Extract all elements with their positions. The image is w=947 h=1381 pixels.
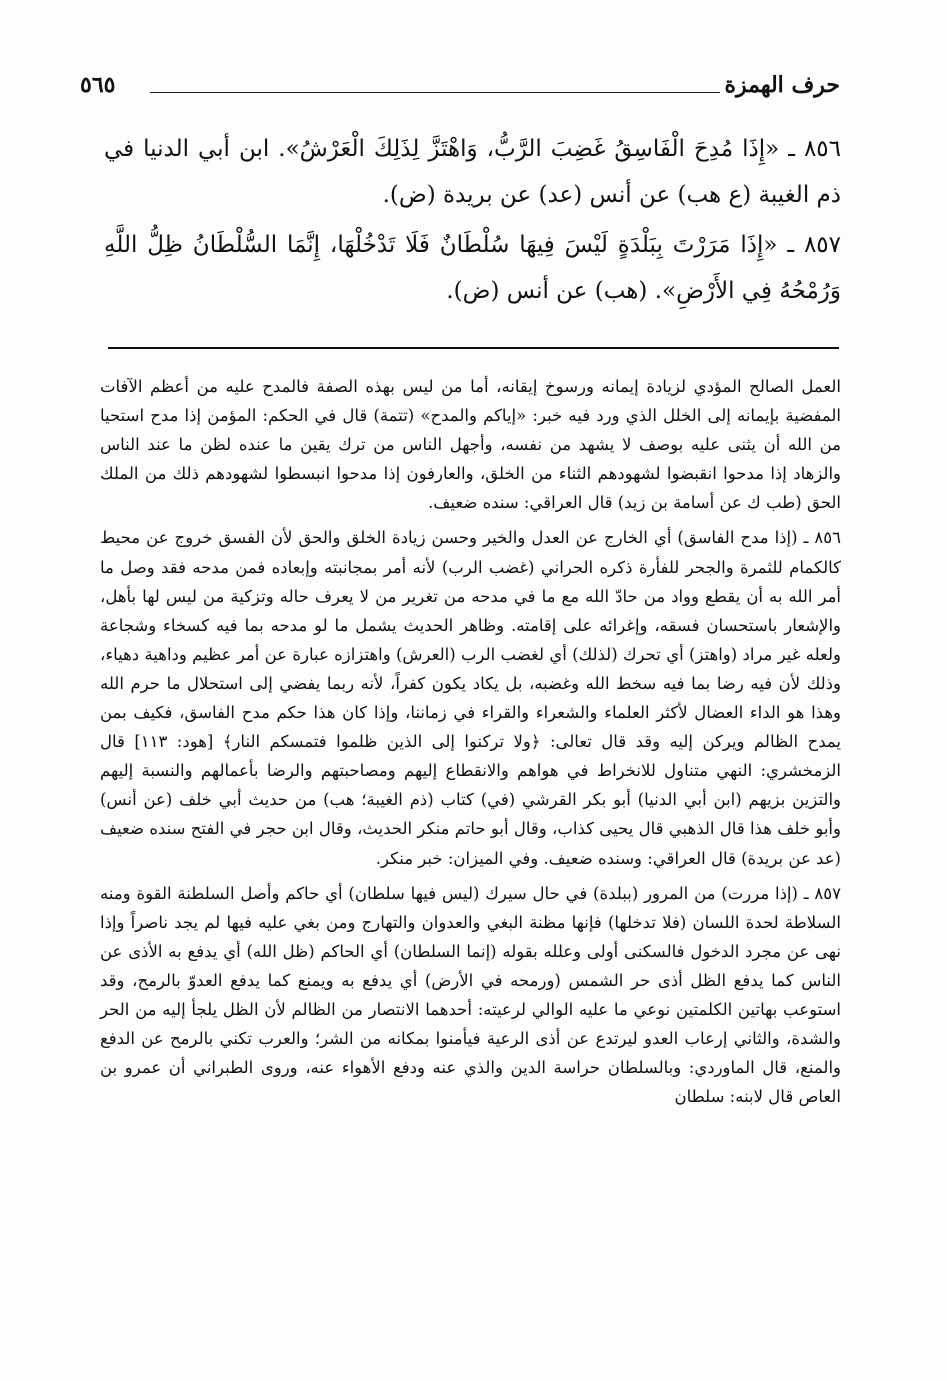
- commentary-section: [100, 372, 841, 1117]
- commentary-856: ٨٥٦ ـ (إذا مدح الفاسق) أي الخارج عن العدل والخير وحسن زيادة الخلق والحق لأن الفسق خروج عن محيط كالكمام للثمرة والجحر للفأرة ذكره الحراني (غضب الرب) لأنه أمر بمجانبته وإبعاده فمن مدحه فقد وصل ما أمر الله به أن يقطع وواد من حادّ الله مع ما في مدحه من تغرير من لا يعرف حاله وتزكية من ليس لها بأهل، والإشعار باستحسان فسقه، وإغرائه على إقامته. وظاهر الحديث يشمل ما لو مدحه بما فيه كسخاء وشجاعة ولعله غير مراد (واهتز) أي تحرك (لذلك) أي لغضب الرب (العرش) واهتزازه عبارة عن أمر عظيم وداهية دهياء، وذلك لأن فيه رضا بما فيه سخط الله وغضبه، بل يكاد يكون كفراً، لأنه ربما يفضي إلى استحلال ما حرم الله وهذا هو الداء العضال لأكثر العلماء والشعراء والقراء في زماننا، وإذا كان هذا حكم مدح الفاسق، فكيف بمن يمدح الظالم ويركن إليه وقد قال تعالى: ﴿ولا تركنوا إلى الذين ظلموا فتمسكم النار﴾ [هود: ١١٣] قال الزمخشري: النهي متناول للانخراط في هواهم والانقطاع إليهم ومصاحبتهم والرضا بأعمالهم والنسبة إليهم والتزين بزيهم (ابن أبي الدنيا) أبو بكر القرشي (في) كتاب (ذم الغيبة؛ هب) من حديث أبي خلف (عن أنس) وأبو خلف هذا قال الذهبي قال يحيى كذاب، وقال أبو حاتم منكر الحديث، وقال ابن حجر في الفتح سنده ضعيف (عد عن بريدة) قال العراقي: وسنده ضعيف. وفي الميزان: خبر منكر.: [100, 528, 841, 868]
- page-header: [80, 70, 840, 104]
- hadith-text-section: [104, 126, 841, 318]
- section-divider: [108, 347, 839, 349]
- page-number: ٥٦٥: [80, 72, 116, 98]
- hadith-857: ٨٥٧ ـ «إِذَا مَرَرْتَ بِبَلْدَةٍ لَيْسَ فِيهَا سُلْطَانٌ فَلَا تَدْخُلْهَا، إِنَّمَا السُّلْطَانُ ظِلُّ اللَّهِ وَرُمْحُهُ فِي الأَرْضِ». (هب) عن أنس (ض).: [104, 232, 841, 304]
- header-rule: [150, 92, 720, 93]
- hadith-856: ٨٥٦ ـ «إِذَا مُدِحَ الْفَاسِقُ غَضِبَ الرَّبُّ، وَاهْتَزَّ لِذَلِكَ الْعَرْشُ». ابن أبي الدنيا في ذم الغيبة (ع هب) عن أنس (عد) عن بريدة (ض).: [104, 136, 841, 208]
- commentary-continuation: العمل الصالح المؤدي لزيادة إيمانه ورسوخ إيقانه، أما من ليس بهذه الصفة فالمدح عليه من أعظم الآفات المفضية بإيمانه إلى الخلل الذي ورد فيه خبر: «إياكم والمدح» (تتمة) قال في الحكم: المؤمن إذا مدح استحيا من الله أن يثنى عليه بوصف لا يشهد من نفسه، وأجهل الناس من ترك يقين ما عنده لظن ما عند الناس والزهاد إذا مدحوا انقبضوا لشهودهم الثناء من الخلق، والعارفون إذا مدحوا انبسطوا لشهودهم ذلك من الملك الحق (طب ك عن أسامة بن زيد) قال العراقي: سنده ضعيف.: [100, 377, 841, 513]
- commentary-857: ٨٥٧ ـ (إذا مررت) من المرور (ببلدة) في حال سيرك (ليس فيها سلطان) أي حاكم وأصل السلطنة القوة ومنه السلاطة لحدة اللسان (فلا تدخلها) فإنها مظنة البغي والعدوان والتهارج ومن بغي عليه فيها لم يجد ناصراً وإذا نهى عن مجرد الدخول فالسكنى أولى وعلله بقوله (إنما السلطان) أي الحاكم (ظل الله) أي يدفع به الأذى عن الناس كما يدفع الظل أذى حر الشمس (ورمحه في الأرض) أي يدفع به ويمنع كما يدفع العدوّ بالرمح، وقد استوعب بهاتين الكلمتين نوعي ما عليه الوالي لرعيته: أحدهما الانتصار من الظالم لأن الظل يلجأ إليه من الحر والشدة، والثاني إرعاب العدو ليرتدع عن أذى الرعية فيأمنوا بمكانه من الشر؛ والعرب تكني بالرمح عن الدفع والمنع، قال الماوردي: وبالسلطان حراسة الدين والذي عنه ودفع الأهواء عنه، وروى الطبراني أن عمرو بن العاص قال لابنه: سلطان: [100, 883, 841, 1107]
- chapter-title: حرف الهمزة: [724, 72, 840, 98]
